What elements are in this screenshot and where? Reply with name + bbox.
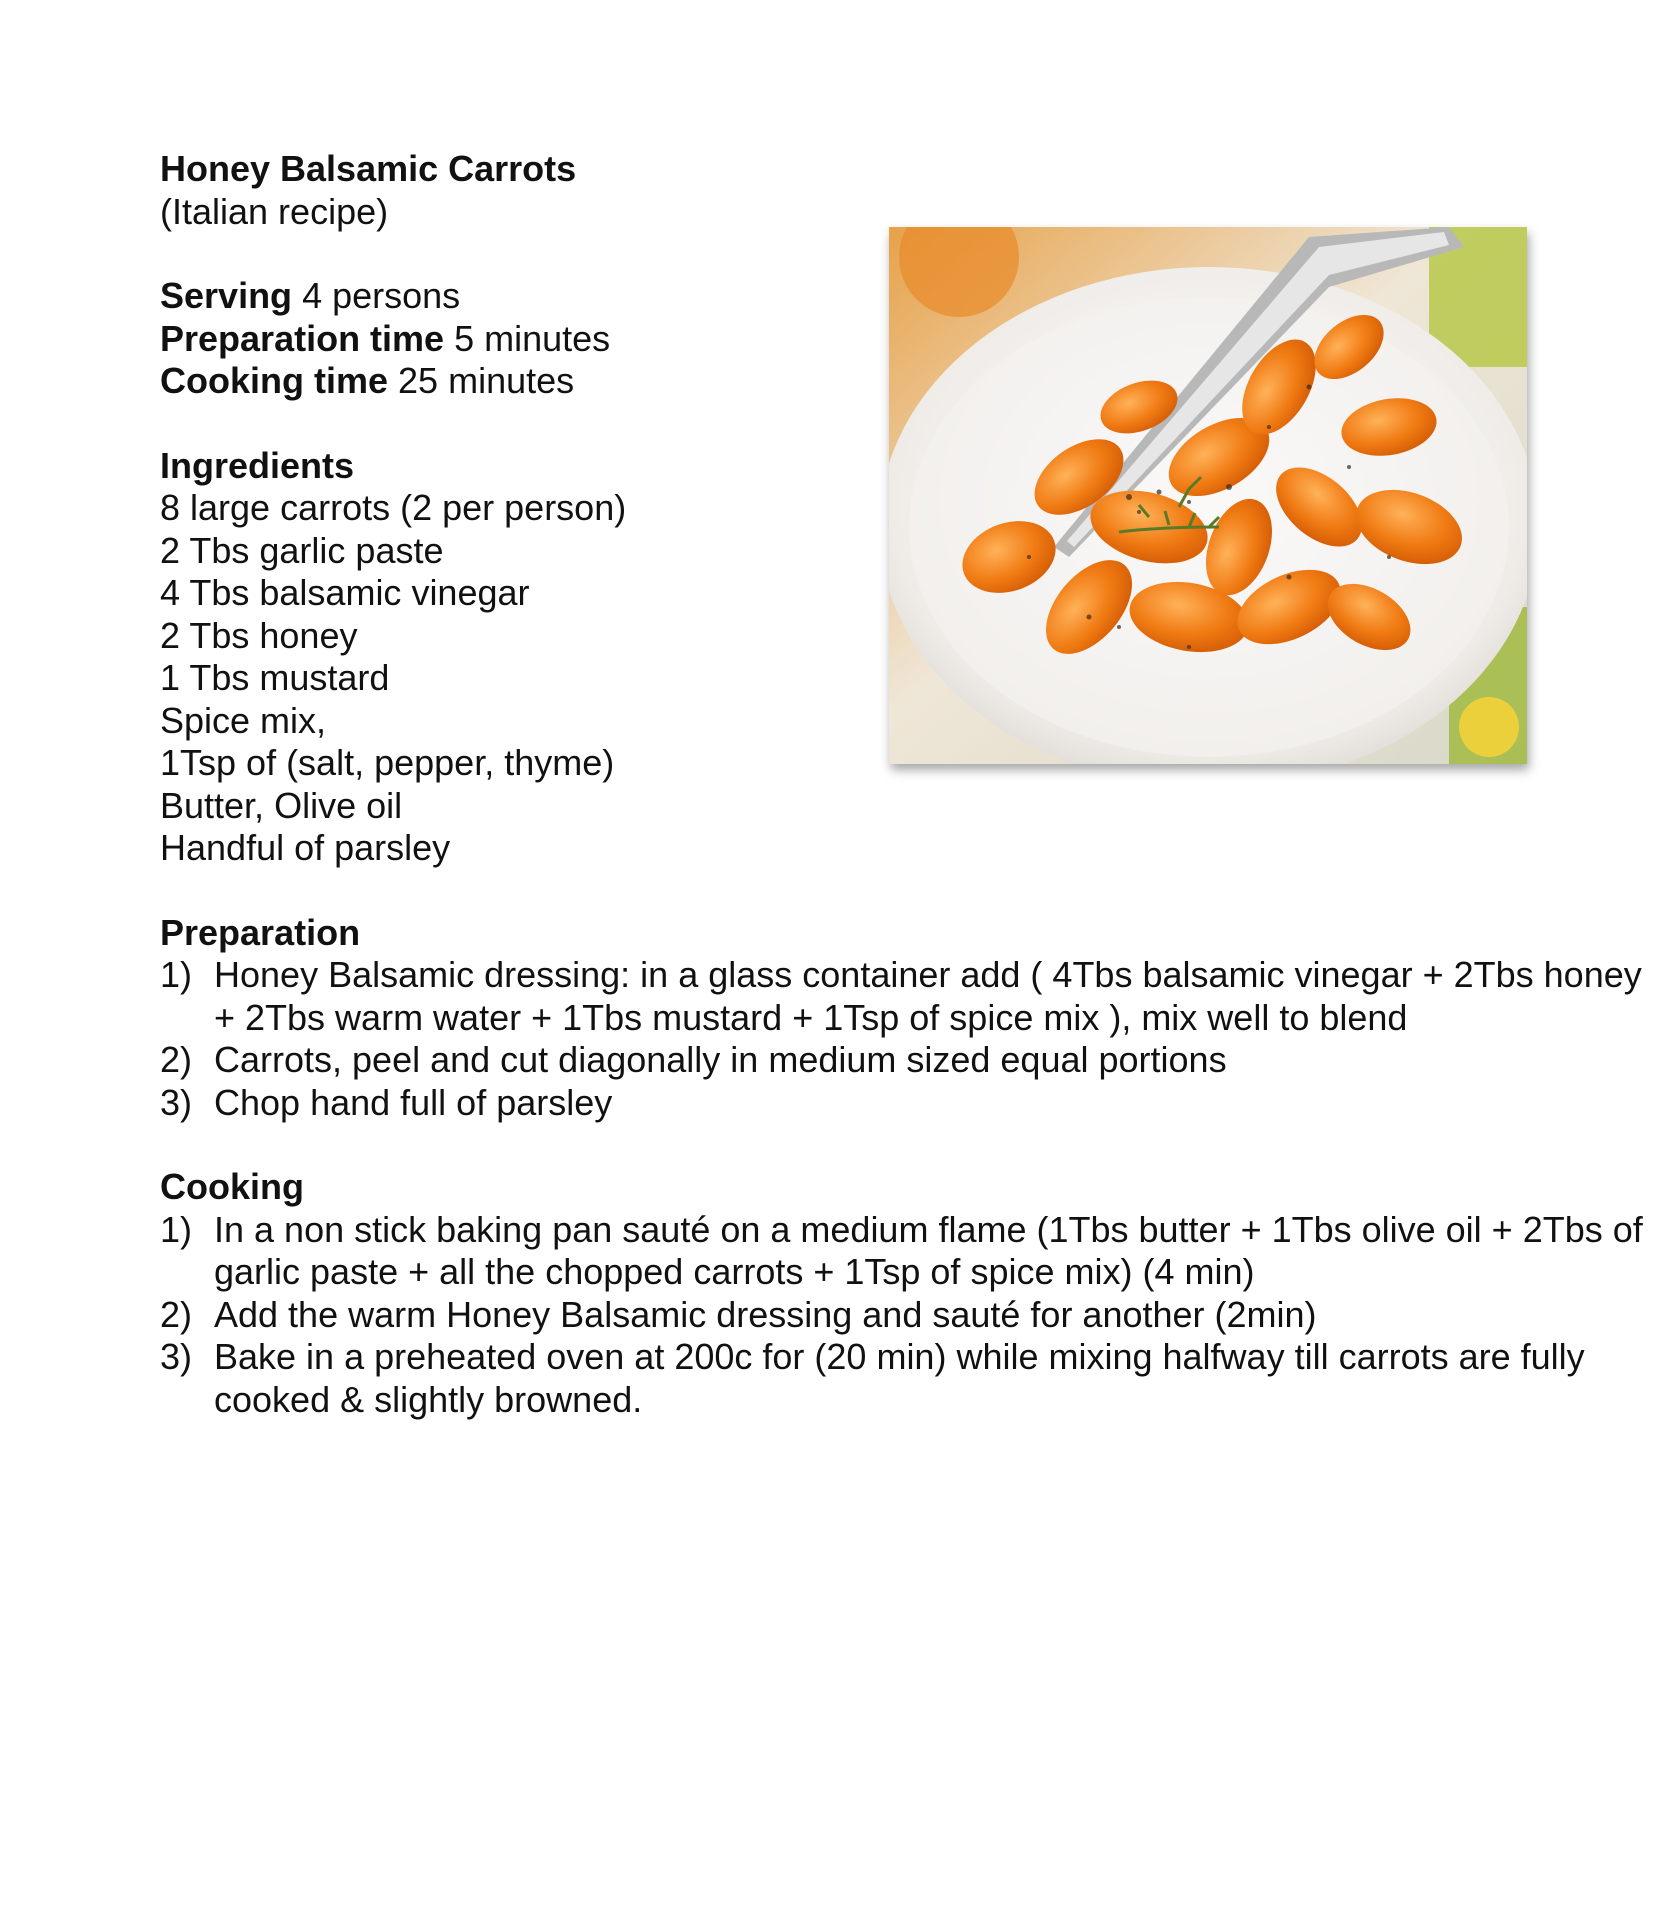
step-number: 1) [160,1208,193,1250]
preparation-heading: Preparation [160,911,361,953]
step-text: Carrots, peel and cut diagonally in medium sized equal portions [214,1039,1227,1080]
step-number: 3) [160,1336,193,1377]
step-text: Add the warm Honey Balsamic dressing and sauté for another (2min) [214,1293,1317,1335]
step-text: Bake in a preheated oven at 200c for (20 min) while mixing halfway till carrots are fully cooked & slightly browned. [214,1336,1585,1420]
serving-label: Serving [160,275,293,316]
preparation-step [160,1082,1668,1125]
ingredients-heading: Ingredients [160,444,355,486]
cooking-step [160,1209,1668,1294]
step-text: Honey Balsamic dressing: in a glass container add ( 4Tbs balsamic vinegar + 2Tbs honey + 2Tbs warm water + 1Tbs mustard + 1Tsp of spice mix ), mix well to blend [214,954,1642,1038]
ingredient-item: 4 Tbs balsamic vinegar [160,572,530,613]
cooking-steps [160,1208,1643,1422]
prep-time-label: Preparation time [160,317,445,359]
ingredient-item: 1Tsp of (salt, pepper, thyme) [160,742,615,783]
ingredient-item: 8 large carrots (2 per person) [160,487,627,528]
carrots-bowl-photo [889,227,1527,764]
ingredient-item: Butter, Olive oil [160,784,403,826]
cook-time-value: 25 minutes [398,360,575,401]
ingredient-item: 1 Tbs mustard [160,657,390,698]
cooking-step [160,1336,1668,1421]
ingredient-item: 2 Tbs honey [160,614,358,656]
step-number: 3) [160,1081,193,1123]
step-number: 1) [160,954,193,995]
preparation-step [160,954,1668,1039]
recipe-subtitle: (Italian recipe) [160,190,389,232]
ingredient-item: Spice mix, [160,699,327,741]
step-text: Chop hand full of parsley [214,1081,613,1123]
serving-value: 4 persons [302,275,461,316]
step-number: 2) [160,1293,193,1335]
carrots-bowl-illustration [889,227,1527,764]
preparation-steps [160,954,1642,1124]
ingredient-item: Handful of parsley [160,827,451,868]
recipe-title: Honey Balsamic Carrots [160,148,577,189]
ingredient-item: 2 Tbs garlic paste [160,529,444,571]
cooking-heading: Cooking [160,1166,304,1207]
step-text: In a non stick baking pan sauté on a medium flame (1Tbs butter + 1Tbs olive oil + 2Tbs of garlic paste + all the chopped carrots + 1Tsp of spice mix) (4 min) [214,1208,1643,1292]
step-number: 2) [160,1039,193,1080]
preparation-step [160,1039,1668,1082]
cooking-step [160,1294,1668,1337]
cook-time-label: Cooking time [160,360,389,401]
prep-time-value: 5 minutes [454,317,611,359]
